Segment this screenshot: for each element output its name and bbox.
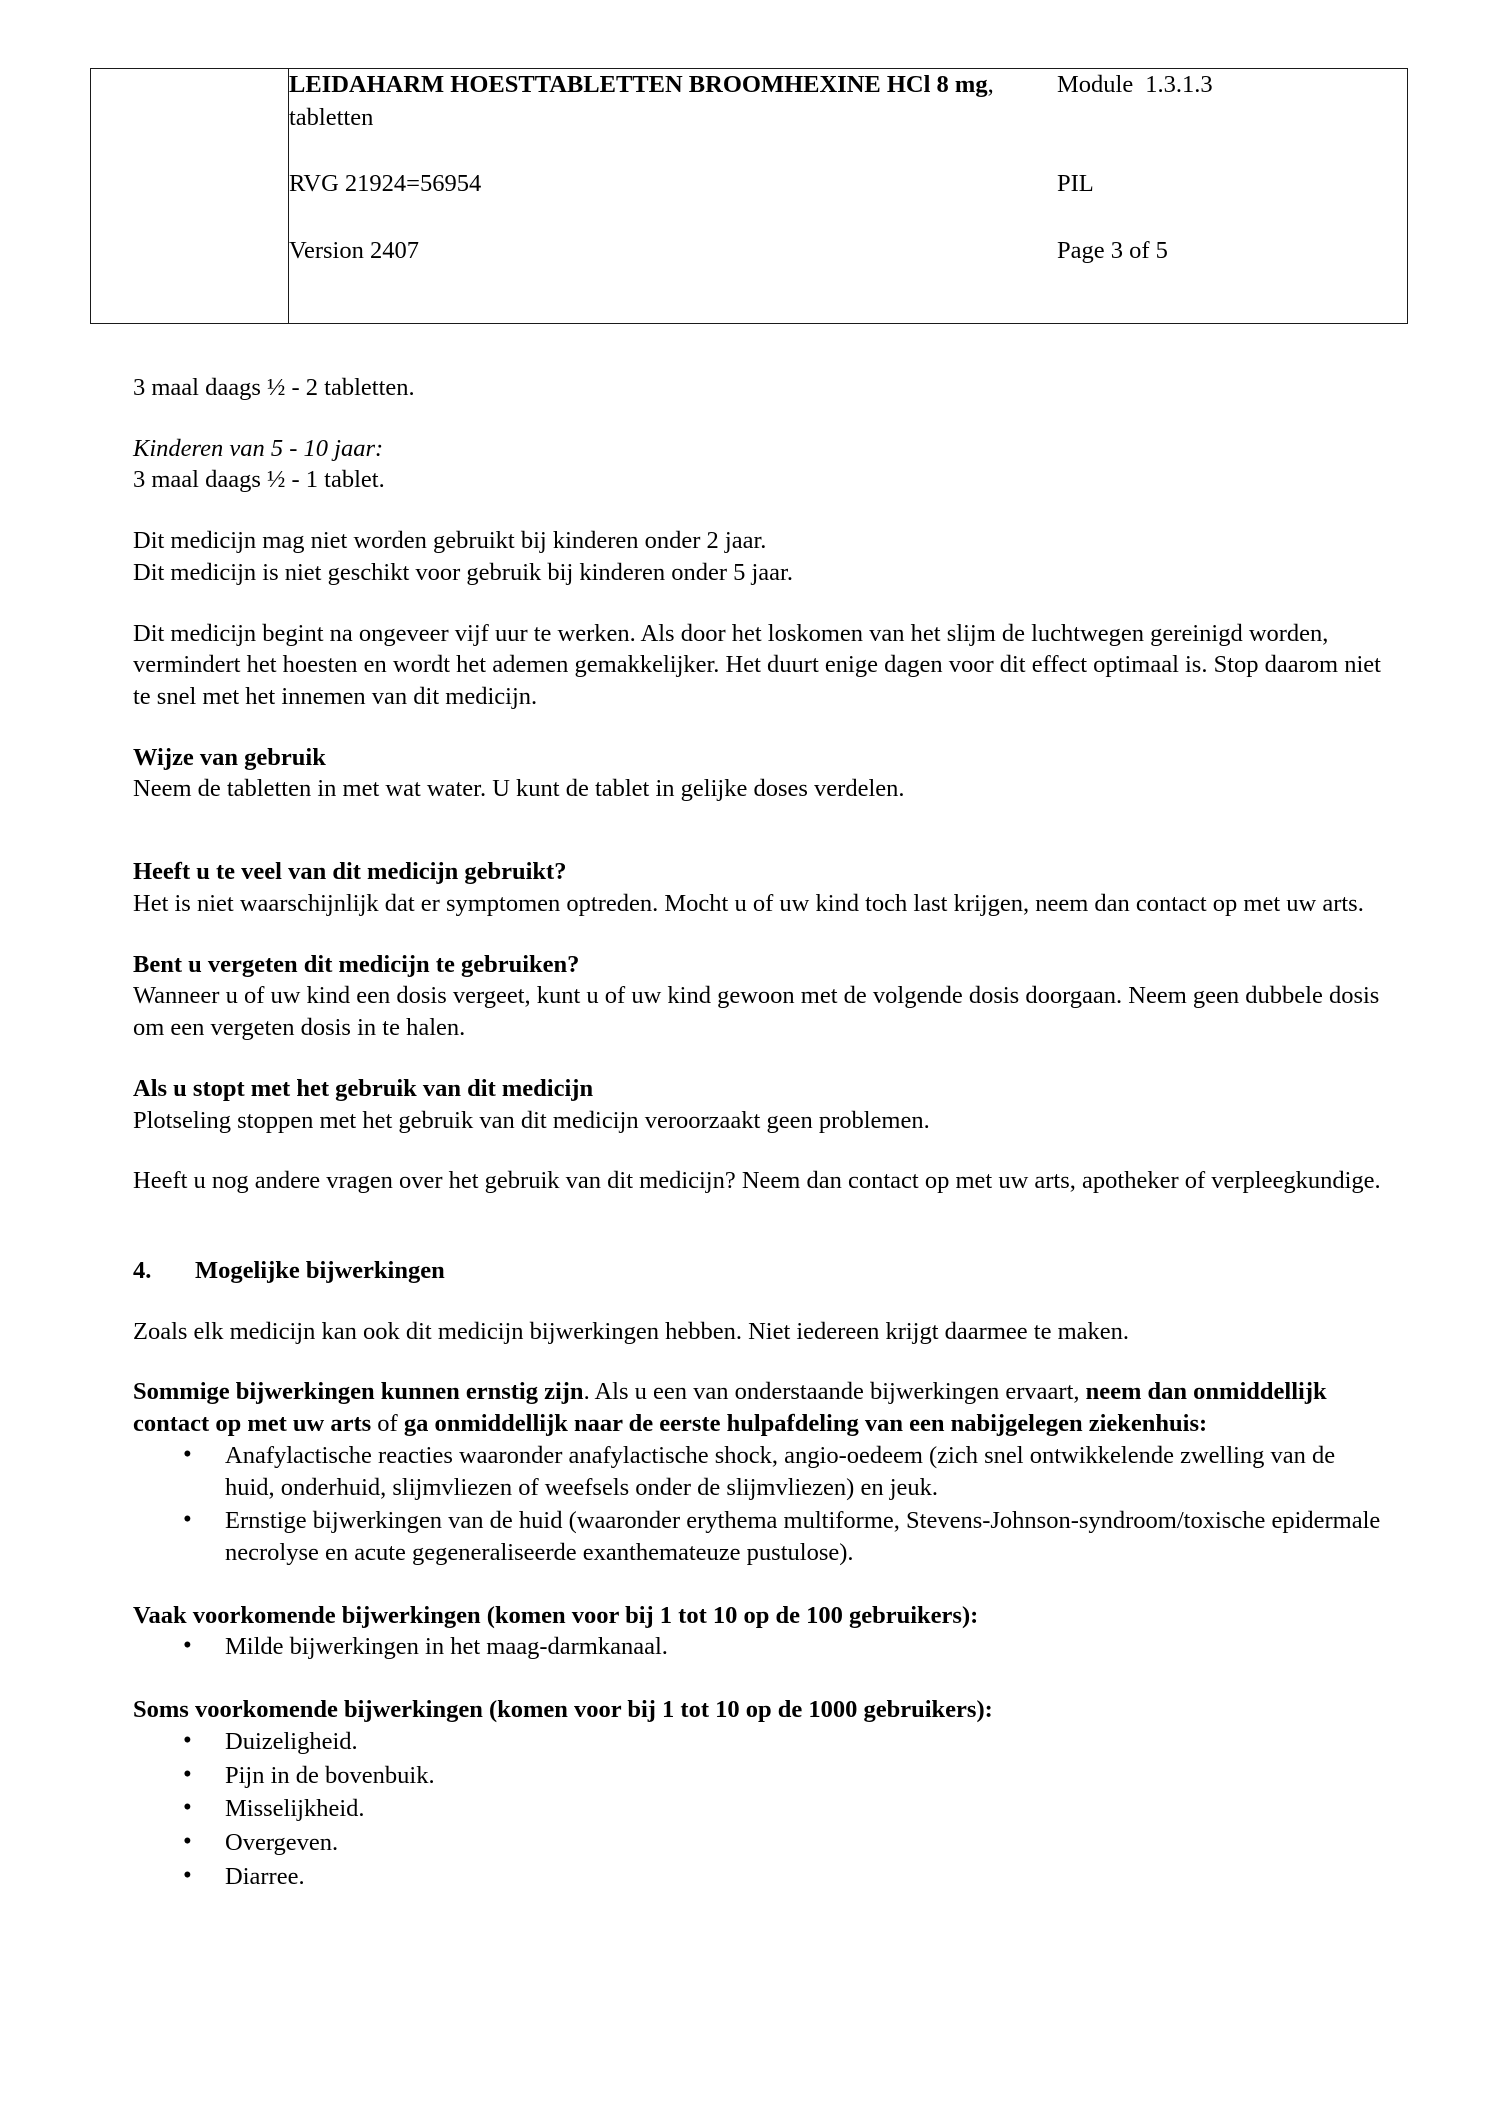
section4-top-spacer — [133, 1226, 1383, 1255]
document-body — [133, 372, 1383, 1894]
section-4-intro: Zoals elk medicijn kan ook dit medicijn bijwerkingen hebben. Niet iedereen krijgt daarmee te maken. — [133, 1317, 1129, 1345]
serious-plain-1: . Als u een van onderstaande bijwerkingen ervaart, — [583, 1378, 1086, 1406]
serious-side-effects-paragraph — [133, 1376, 1383, 1439]
overdose-text: Het is niet waarschijnlijk dat er symptomen optreden. Mocht u of uw kind toch last krijgen, neem dan contact op met uw arts. — [133, 889, 1364, 917]
header-content-cell — [289, 69, 1408, 324]
list-item: • Overgeven. — [133, 1827, 1383, 1859]
stopping-heading: Als u stopt met het gebruik van dit medicijn — [133, 1074, 594, 1102]
module-reference — [1049, 69, 1407, 102]
stopping-block — [133, 1073, 1383, 1136]
list-item: • Diarree. — [133, 1861, 1383, 1893]
common-side-effects-list — [133, 1631, 1383, 1663]
usage-heading: Wijze van gebruik — [133, 743, 326, 771]
header-logo-cell — [91, 69, 289, 324]
list-item: • Ernstige bijwerkingen van de huid (waaronder erythema multiforme, Stevens-Johnson-syndroom/toxische epidermale necrolyse en acute gegeneraliseerde exanthemateuze pustulose). — [133, 1505, 1383, 1568]
overdose-heading: Heeft u te veel van dit medicijn gebruikt? — [133, 858, 567, 886]
overdose-block — [133, 856, 1383, 919]
list-item: • Milde bijwerkingen in het maag-darmkanaal. — [133, 1631, 1383, 1663]
children-dose-line: 3 maal daags ½ - 1 tablet. — [133, 466, 385, 494]
serious-side-effects-list — [133, 1440, 1383, 1569]
section-4-heading — [133, 1255, 1383, 1287]
usage-text: Neem de tabletten in met wat water. U kunt de tablet in gelijke doses verdelen. — [133, 775, 905, 803]
serious-bold-contact: neem dan onmiddellijk contact op met uw arts — [133, 1378, 1327, 1438]
section-4-number: 4. — [133, 1256, 152, 1284]
children-dose-paragraph — [133, 433, 1383, 496]
serious-bold-lead: Sommige bijwerkingen kunnen ernstig zijn — [133, 1378, 584, 1406]
further-questions-paragraph: Heeft u nog andere vragen over het gebruik van dit medicijn? Neem dan contact op met uw arts, apotheker of verpleegkundige. — [133, 1167, 1381, 1195]
serious-bold-emergency: ga onmiddellijk naar de eerste hulpafdeling van een nabijgelegen ziekenhuis: — [403, 1410, 1208, 1438]
section-4-title: Mogelijke bijwerkingen — [195, 1256, 445, 1284]
list-item: • Anafylactische reacties waaronder anafylactische shock, angio-oedeem (zich snel ontwikkelende zwelling van de huid, onderhuid, slijmvliezen of weefsels onder de slijmvliezen) en jeuk. — [133, 1440, 1383, 1503]
header-rvg-row — [289, 168, 1407, 201]
page-number: Page 3 of 5 — [1057, 236, 1168, 264]
header-title-row — [289, 69, 1407, 134]
missed-dose-text: Wanneer u of uw kind een dosis vergeet, kunt u of uw kind gewoon met de volgende dosis doorgaan. Neem geen dubbele dosis om een vergeten dosis in te halen. — [133, 982, 1380, 1042]
document-header-table — [90, 68, 1408, 324]
header-table-row — [91, 69, 1408, 324]
common-side-effects-heading: Vaak voorkomende bijwerkingen (komen voor bij 1 tot 10 op de 100 gebruikers): — [133, 1601, 979, 1629]
product-title-bold: LEIDAHARM HOESTTABLETTEN BROOMHEXINE HCl 8 mg — [289, 71, 988, 98]
document-type: PIL — [1057, 170, 1094, 198]
restriction-under-2: Dit medicijn mag niet worden gebruikt bij kinderen onder 2 jaar. — [133, 527, 767, 555]
header-version-row — [289, 235, 1407, 268]
usage-overdose-spacer — [133, 834, 1383, 856]
product-title — [289, 69, 1049, 134]
uncommon-side-effects-heading: Soms voorkomende bijwerkingen (komen voor bij 1 tot 10 op de 1000 gebruikers): — [133, 1696, 993, 1724]
serious-plain-2: of — [371, 1410, 404, 1438]
missed-dose-block — [133, 949, 1383, 1044]
missed-dose-heading: Bent u vergeten dit medicijn te gebruiken? — [133, 950, 580, 978]
rvg-number: RVG 21924=56954 — [289, 170, 482, 198]
age-restrictions-paragraph — [133, 525, 1383, 588]
module-label: Module — [1057, 71, 1134, 98]
adult-dose-paragraph: 3 maal daags ½ - 2 tabletten. — [133, 374, 415, 401]
list-item: • Duizeligheid. — [133, 1726, 1383, 1758]
product-title-suffix: , tabletten — [289, 71, 994, 131]
module-value: 1.3.1.3 — [1145, 71, 1213, 98]
onset-of-action-paragraph: Dit medicijn begint na ongeveer vijf uur te werken. Als door het loskomen van het slijm de luchtwegen gereinigd worden, vermindert het hoesten en wordt het ademen gemakkelijker. Het duurt enige dagen voor dit effect optimaal is. Stop daarom niet te snel met het innemen van dit medicijn. — [133, 619, 1381, 711]
uncommon-side-effects-list — [133, 1726, 1383, 1893]
stopping-text: Plotseling stoppen met het gebruik van dit medicijn veroorzaakt geen problemen. — [133, 1106, 930, 1134]
common-effects-spacer — [133, 1571, 1383, 1600]
usage-block — [133, 742, 1383, 805]
children-age-heading: Kinderen van 5 - 10 jaar: — [133, 434, 384, 462]
restriction-under-5: Dit medicijn is niet geschikt voor gebruik bij kinderen onder 5 jaar. — [133, 558, 793, 586]
list-item: • Misselijkheid. — [133, 1793, 1383, 1825]
uncommon-effects-spacer — [133, 1665, 1383, 1694]
document-version: Version 2407 — [289, 236, 419, 264]
list-item: • Pijn in de bovenbuik. — [133, 1760, 1383, 1792]
